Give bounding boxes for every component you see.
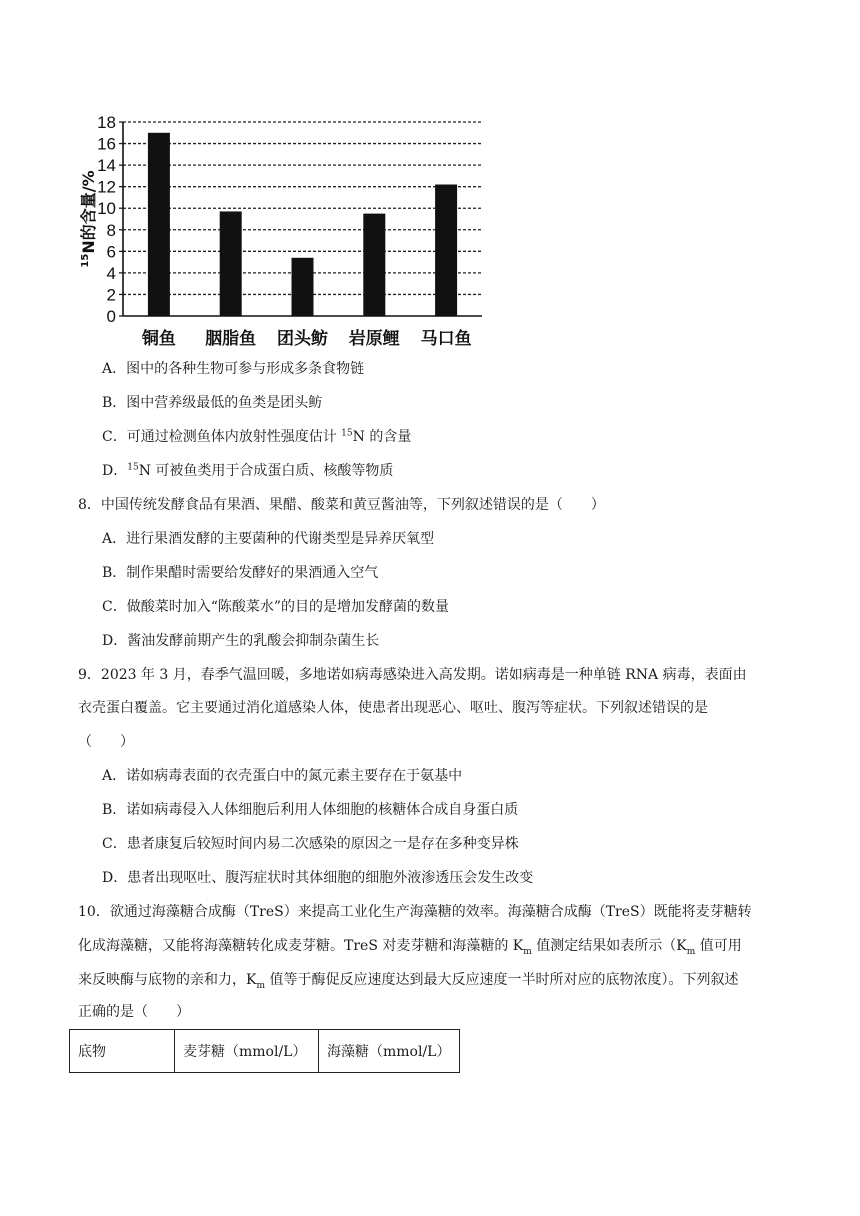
q10-stem-line-4: 正确的是（ ）	[78, 1004, 190, 1020]
n15-content-bar-chart	[78, 108, 488, 352]
isotope-superscript: 15	[127, 462, 139, 473]
option-text: 制作果醋时需要给发酵好的果酒通入空气	[126, 565, 379, 581]
q7-option-a	[102, 358, 364, 380]
y-axis-label	[79, 170, 98, 267]
stem-text: 来反映酶与底物的亲和力，K	[78, 972, 257, 988]
option-text: 诺如病毒表面的衣壳蛋白中的氮元素主要存在于氨基中	[126, 768, 463, 784]
option-label: D．	[102, 633, 128, 649]
option-label: B．	[102, 802, 127, 818]
q9-stem-line-3: （ ）	[78, 734, 134, 750]
option-text: 做酸菜时加入“陈酸菜水”的目的是增加发酵菌的数量	[126, 599, 450, 615]
stem-text: 值可用	[695, 938, 742, 954]
q9-stem-line-1: 9．2023 年 3 月，春季气温回暖，多地诺如病毒感染进入高发期。诺如病毒是一种单链 RNA 病毒，表面由	[78, 667, 747, 683]
q10-stem-line-1: 10．欲通过海藻糖合成酶（TreS）来提高工业化生产海藻糖的效率。海藻糖合成酶（TreS）既能将麦芽糖转	[78, 904, 752, 920]
x-tick-label: 团头鲂	[277, 329, 328, 349]
option-text: 酱油发酵前期产生的乳酸会抑制杂菌生长	[127, 633, 380, 649]
option-label: B．	[102, 395, 127, 411]
table-header-row	[70, 1030, 460, 1073]
y-tick-label: 16	[97, 134, 116, 154]
table-header-cell: 海藻糖（mmol/L）	[319, 1030, 460, 1073]
option-text: 进行果酒发酵的主要菌种的代谢类型是异养厌氧型	[126, 531, 435, 547]
bar	[363, 214, 385, 316]
q8-option-c	[102, 596, 449, 618]
q9-option-a	[102, 765, 462, 787]
option-text: N 的含量	[352, 429, 412, 445]
option-label: D．	[102, 870, 128, 886]
option-text: 患者出现呕吐、腹泻症状时其体细胞的细胞外液渗透压会发生改变	[127, 870, 534, 886]
y-tick-label: 18	[97, 113, 116, 132]
bar	[292, 258, 314, 316]
y-tick-label: 8	[106, 220, 116, 240]
y-tick-label: 0	[106, 307, 116, 326]
option-text: 诺如病毒侵入人体细胞后利用人体细胞的核糖体合成自身蛋白质	[126, 802, 519, 818]
stem-text: 值测定结果如表所示（K	[531, 938, 687, 954]
option-text: 图中营养级最低的鱼类是团头鲂	[126, 395, 323, 411]
option-label: C．	[102, 429, 127, 445]
y-tick-label: 2	[106, 285, 116, 305]
option-label: D．	[102, 463, 128, 479]
q8-option-b	[102, 562, 378, 584]
km-subscript: m	[256, 980, 266, 991]
y-tick-label: 14	[97, 156, 116, 176]
q8-option-a	[102, 528, 434, 550]
stem-text: 值等于酶促反应速度达到最大反应速度一半时所对应的底物浓度）。下列叙述	[265, 972, 739, 988]
q9-option-d	[102, 867, 533, 889]
km-table	[69, 1029, 460, 1073]
option-text: 患者康复后较短时间内易二次感染的原因之一是存在多种变异株	[126, 836, 519, 852]
option-label: B．	[102, 565, 127, 581]
y-tick-label: 10	[97, 199, 116, 219]
bar	[220, 211, 242, 316]
option-text: N 可被鱼类用于合成蛋白质、核酸等物质	[138, 463, 394, 479]
x-tick-label: 胭脂鱼	[205, 329, 257, 349]
y-axis-label-superscript: 15	[80, 253, 91, 268]
q10-stem-line-2	[78, 935, 742, 957]
km-subscript: m	[686, 946, 696, 957]
y-tick-label: 12	[97, 177, 116, 197]
stem-text: 化成海藻糖，又能将海藻糖转化成麦芽糖。TreS 对麦芽糖和海藻糖的 K	[78, 938, 524, 954]
y-tick-label: 6	[106, 242, 116, 262]
table-header-cell: 底物	[70, 1030, 175, 1073]
option-label: A．	[102, 531, 127, 547]
table-header-cell: 麦芽糖（mmol/L）	[175, 1030, 319, 1073]
option-label: A．	[102, 361, 127, 377]
y-tick-label: 4	[106, 263, 116, 283]
q8-option-d	[102, 630, 379, 652]
option-label: C．	[102, 836, 127, 852]
option-text: 可通过检测鱼体内放射性强度估计	[126, 429, 342, 445]
isotope-superscript: 15	[341, 428, 353, 439]
y-axis-label-text: N的含量/%	[79, 170, 98, 254]
q7-option-b	[102, 392, 322, 414]
option-label: A．	[102, 768, 127, 784]
q9-stem-line-2: 衣壳蛋白覆盖。它主要通过消化道感染人体，使患者出现恶心、呕吐、腹泻等症状。下列叙述错误的是	[78, 700, 708, 716]
x-tick-label: 马口鱼	[420, 329, 472, 349]
q7-option-d	[102, 460, 393, 482]
q9-option-b	[102, 799, 518, 821]
q8-stem: 8．中国传统发酵食品有果酒、果醋、酸菜和黄豆酱油等，下列叙述错误的是（ ）	[78, 497, 605, 513]
q9-option-c	[102, 833, 519, 855]
option-label: C．	[102, 599, 127, 615]
x-tick-label: 岩原鲤	[348, 329, 400, 349]
x-tick-label: 铜鱼	[141, 329, 176, 349]
km-subscript: m	[523, 946, 532, 957]
bar	[148, 133, 170, 316]
q7-option-c	[102, 426, 411, 448]
option-text: 图中的各种生物可参与形成多条食物链	[126, 361, 365, 377]
bar	[435, 185, 457, 316]
q10-stem-line-3	[78, 969, 738, 991]
